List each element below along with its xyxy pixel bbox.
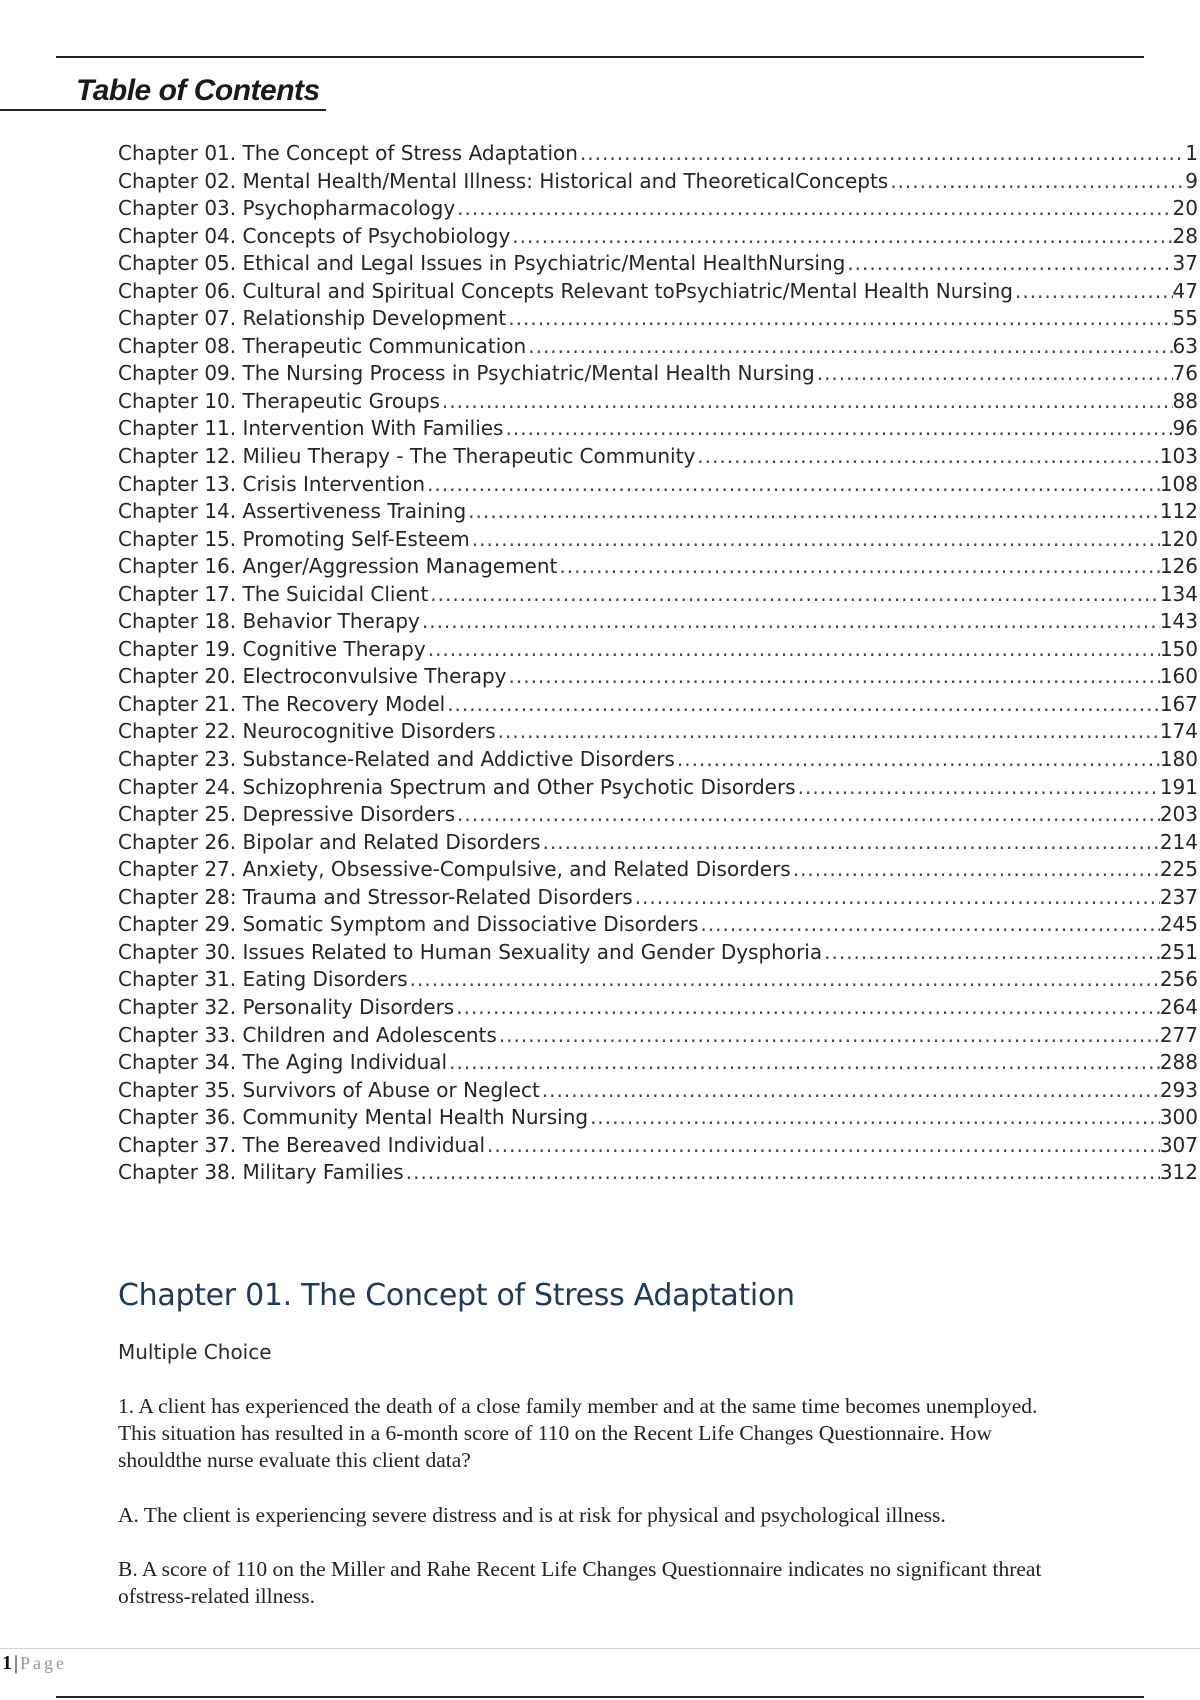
toc-entry[interactable] — [118, 498, 1198, 526]
toc-leader-dots — [420, 608, 1160, 635]
toc-entry-title: Chapter 20. Electroconvulsive Therapy — [118, 664, 507, 689]
bottom-rule — [56, 1696, 1144, 1698]
toc-leader-dots — [791, 856, 1160, 883]
toc-entry[interactable] — [118, 774, 1198, 802]
toc-entry-title: Chapter 19. Cognitive Therapy — [118, 636, 426, 661]
toc-leader-dots — [425, 471, 1160, 498]
toc-entry-page: 63 — [1172, 333, 1198, 358]
toc-entry-title: Chapter 38. Military Families — [118, 1160, 404, 1185]
toc-leader-dots — [796, 774, 1160, 801]
toc-entry[interactable] — [118, 1159, 1198, 1187]
toc-leader-dots — [633, 884, 1160, 911]
toc-entry-title: Chapter 07. Relationship Development — [118, 306, 507, 331]
toc-entry[interactable] — [118, 608, 1198, 636]
toc-leader-dots — [588, 1104, 1160, 1131]
toc-entry-page: 37 — [1172, 251, 1198, 276]
toc-leader-dots — [526, 333, 1172, 360]
footer-rule — [0, 1648, 1200, 1649]
toc-leader-dots — [404, 1159, 1160, 1186]
toc-entry-title: Chapter 21. The Recovery Model — [118, 691, 446, 716]
toc-entry-title: Chapter 31. Eating Disorders — [118, 967, 408, 992]
toc-entry-title: Chapter 28: Trauma and Stressor-Related Disorders — [118, 884, 633, 909]
toc-entry[interactable] — [118, 471, 1198, 499]
toc-entry-page: 20 — [1172, 196, 1198, 221]
toc-entry[interactable] — [118, 168, 1198, 196]
toc-leader-dots — [888, 168, 1185, 195]
toc-entry-title: Chapter 08. Therapeutic Communication — [118, 333, 527, 358]
toc-leader-dots — [695, 443, 1160, 470]
toc-entry[interactable] — [118, 333, 1198, 361]
toc-entry-title: Chapter 17. The Suicidal Client — [118, 581, 429, 606]
toc-leader-dots — [541, 829, 1160, 856]
toc-leader-dots — [470, 526, 1160, 553]
toc-entry[interactable] — [118, 223, 1198, 251]
toc-entry-page: 237 — [1159, 884, 1198, 909]
toc-entry-page: 112 — [1159, 499, 1198, 524]
toc-entry[interactable] — [118, 1104, 1198, 1132]
question-text: 1. A client has experienced the death of a close family member and at the same time becomes unemployed. This situation has resulted in a 6-month score of 110 on the Recent Life Changes Questionnaire. How shouldthe nurse evaluate this client data? — [118, 1394, 1038, 1472]
toc-entry-title: Chapter 32. Personality Disorders — [118, 994, 455, 1019]
toc-leader-dots — [485, 1132, 1160, 1159]
toc-entry-page: 134 — [1159, 581, 1198, 606]
toc-entry[interactable] — [118, 911, 1198, 939]
toc-entry[interactable] — [118, 746, 1198, 774]
toc-entry-title: Chapter 03. Psychopharmacology — [118, 196, 456, 221]
toc-entry-page: 191 — [1159, 774, 1198, 799]
toc-entry-title: Chapter 35. Survivors of Abuse or Neglect — [118, 1077, 540, 1102]
toc-leader-dots — [1013, 278, 1173, 305]
toc-entry-title: Chapter 26. Bipolar and Related Disorders — [118, 829, 541, 854]
toc-entry[interactable] — [118, 966, 1198, 994]
toc-entry-page: 307 — [1159, 1132, 1198, 1157]
toc-leader-dots — [540, 1077, 1160, 1104]
toc-entry-title: Chapter 23. Substance-Related and Addictive Disorders — [118, 747, 675, 772]
toc-entry-title: Chapter 37. The Bereaved Individual — [118, 1132, 486, 1157]
toc-leader-dots — [455, 801, 1160, 828]
toc-entry-title: Chapter 12. Milieu Therapy - The Therapeutic Community — [118, 444, 696, 469]
page-label: Page — [20, 1653, 68, 1673]
toc-leader-dots — [815, 360, 1173, 387]
toc-entry-page: 47 — [1172, 278, 1198, 303]
toc-entry-page: 76 — [1172, 361, 1198, 386]
toc-title: Table of Contents — [76, 74, 320, 107]
toc-entry[interactable] — [118, 1049, 1198, 1077]
toc-entry-title: Chapter 01. The Concept of Stress Adaptation — [118, 141, 578, 165]
toc-leader-dots — [426, 636, 1160, 663]
toc-leader-dots — [507, 663, 1160, 690]
toc-entry[interactable] — [118, 691, 1198, 719]
toc-entry-page: 203 — [1159, 802, 1198, 827]
toc-leader-dots — [496, 718, 1160, 745]
toc-entry[interactable] — [118, 856, 1198, 884]
title-underline — [0, 109, 326, 111]
toc-entry[interactable] — [118, 939, 1198, 967]
toc-leader-dots — [455, 195, 1172, 222]
toc-entry[interactable] — [118, 305, 1198, 333]
toc-leader-dots — [822, 939, 1160, 966]
toc-entry-page: 312 — [1159, 1160, 1198, 1185]
footer-separator: | — [14, 1652, 19, 1674]
chapter-heading: Chapter 01. The Concept of Stress Adaptation — [118, 1278, 795, 1313]
toc-entry-page: 300 — [1159, 1105, 1198, 1130]
answer-option-a: A. The client is experiencing severe distress and is at risk for physical and psychological illness. — [118, 1503, 946, 1527]
toc-entry-title: Chapter 11. Intervention With Families — [118, 416, 504, 441]
toc-leader-dots — [503, 415, 1172, 442]
toc-entry[interactable] — [118, 1022, 1198, 1050]
toc-entry-page: 225 — [1159, 857, 1198, 882]
toc-entry-title: Chapter 25. Depressive Disorders — [118, 802, 455, 827]
toc-leader-dots — [408, 966, 1160, 993]
toc-entry-page: 293 — [1159, 1077, 1198, 1102]
page-footer — [2, 1652, 67, 1675]
toc-entry-page: 9 — [1185, 168, 1198, 193]
toc-entry-page: 180 — [1159, 747, 1198, 772]
toc-entry-page: 150 — [1159, 636, 1198, 661]
toc-entry-title: Chapter 36. Community Mental Health Nursing — [118, 1105, 589, 1130]
toc-entry-title: Chapter 27. Anxiety, Obsessive-Compulsive, and Related Disorders — [118, 857, 791, 882]
toc-entry-page: 174 — [1159, 719, 1198, 744]
toc-entry-title: Chapter 10. Therapeutic Groups — [118, 388, 440, 413]
toc-entry-title: Chapter 06. Cultural and Spiritual Concepts Relevant toPsychiatric/Mental Health Nursing — [118, 278, 1013, 303]
toc-entry-title: Chapter 24. Schizophrenia Spectrum and Other Psychotic Disorders — [118, 774, 796, 799]
toc-leader-dots — [440, 388, 1173, 415]
toc-leader-dots — [557, 553, 1159, 580]
toc-entry[interactable] — [118, 195, 1198, 223]
toc-entry-page: 277 — [1159, 1022, 1198, 1047]
toc-entry-title: Chapter 15. Promoting Self-Esteem — [118, 526, 470, 551]
toc-entry-page: 251 — [1159, 939, 1198, 964]
toc-entry-page: 28 — [1172, 223, 1198, 248]
toc-entry-page: 256 — [1159, 967, 1198, 992]
toc-leader-dots — [445, 691, 1160, 718]
toc-entry-page: 167 — [1159, 691, 1198, 716]
toc-entry-title: Chapter 22. Neurocognitive Disorders — [118, 719, 496, 744]
toc-entry[interactable] — [118, 581, 1198, 609]
toc-entry-title: Chapter 16. Anger/Aggression Management — [118, 554, 558, 579]
toc-entry-page: 120 — [1159, 526, 1198, 551]
toc-leader-dots — [454, 994, 1160, 1021]
toc-entry-page: 126 — [1159, 554, 1198, 579]
toc-entry-page: 143 — [1159, 609, 1198, 634]
toc-entry-page: 214 — [1159, 829, 1198, 854]
toc-entry[interactable] — [118, 1077, 1198, 1105]
toc-entry-title: Chapter 09. The Nursing Process in Psychiatric/Mental Health Nursing — [118, 361, 815, 386]
toc-entry-title: Chapter 02. Mental Health/Mental Illness: Historical and TheoreticalConcepts — [118, 168, 889, 193]
toc-leader-dots — [506, 305, 1172, 332]
toc-entry-page: 108 — [1159, 471, 1198, 496]
toc-leader-dots — [428, 581, 1160, 608]
toc-entry-page: 88 — [1172, 388, 1198, 413]
toc-entry-page: 55 — [1172, 306, 1198, 331]
toc-entry[interactable] — [118, 415, 1198, 443]
toc-entry-page: 245 — [1159, 912, 1198, 937]
toc-entry[interactable] — [118, 663, 1198, 691]
toc-entry[interactable] — [118, 140, 1198, 168]
toc-entry-title: Chapter 34. The Aging Individual — [118, 1050, 448, 1075]
toc-entry[interactable] — [118, 829, 1198, 857]
toc-leader-dots — [466, 498, 1160, 525]
toc-entry[interactable] — [118, 553, 1198, 581]
toc-entry-page: 1 — [1185, 141, 1198, 165]
toc-entry[interactable] — [118, 388, 1198, 416]
toc-entry[interactable] — [118, 884, 1198, 912]
toc-entry[interactable] — [118, 636, 1198, 664]
page-number: 1 — [2, 1652, 12, 1674]
top-rule — [56, 56, 1144, 58]
toc-entry[interactable] — [118, 278, 1198, 306]
toc-entry-title: Chapter 30. Issues Related to Human Sexuality and Gender Dysphoria — [118, 939, 823, 964]
toc-entry-title: Chapter 14. Assertiveness Training — [118, 499, 467, 524]
toc-leader-dots — [497, 1022, 1160, 1049]
toc-leader-dots — [510, 223, 1172, 250]
toc-entry[interactable] — [118, 994, 1198, 1022]
toc-leader-dots — [578, 140, 1185, 167]
toc-entry[interactable] — [118, 1132, 1198, 1160]
toc-entry-title: Chapter 04. Concepts of Psychobiology — [118, 223, 511, 248]
toc-entry[interactable] — [118, 250, 1198, 278]
toc-entry[interactable] — [118, 443, 1198, 471]
toc-entry[interactable] — [118, 526, 1198, 554]
toc-list — [118, 140, 1198, 1187]
toc-entry-page: 264 — [1159, 994, 1198, 1019]
toc-entry-title: Chapter 13. Crisis Intervention — [118, 471, 426, 496]
toc-entry[interactable] — [118, 801, 1198, 829]
toc-leader-dots — [698, 911, 1159, 938]
toc-leader-dots — [675, 746, 1160, 773]
toc-entry-title: Chapter 33. Children and Adolescents — [118, 1022, 497, 1047]
toc-entry-title: Chapter 29. Somatic Symptom and Dissociative Disorders — [118, 912, 699, 937]
section-label: Multiple Choice — [118, 1340, 272, 1364]
toc-entry-page: 103 — [1159, 444, 1198, 469]
toc-entry-title: Chapter 05. Ethical and Legal Issues in Psychiatric/Mental HealthNursing — [118, 251, 846, 276]
answer-option-b: B. A score of 110 on the Miller and Rahe Recent Life Changes Questionnaire indicates no significant threat ofstress-related illness. — [118, 1557, 1042, 1608]
toc-entry[interactable] — [118, 718, 1198, 746]
toc-leader-dots — [447, 1049, 1160, 1076]
toc-leader-dots — [845, 250, 1172, 277]
toc-entry-page: 160 — [1159, 664, 1198, 689]
toc-entry[interactable] — [118, 360, 1198, 388]
toc-entry-title: Chapter 18. Behavior Therapy — [118, 609, 420, 634]
toc-entry-page: 96 — [1172, 416, 1198, 441]
toc-entry-page: 288 — [1159, 1050, 1198, 1075]
